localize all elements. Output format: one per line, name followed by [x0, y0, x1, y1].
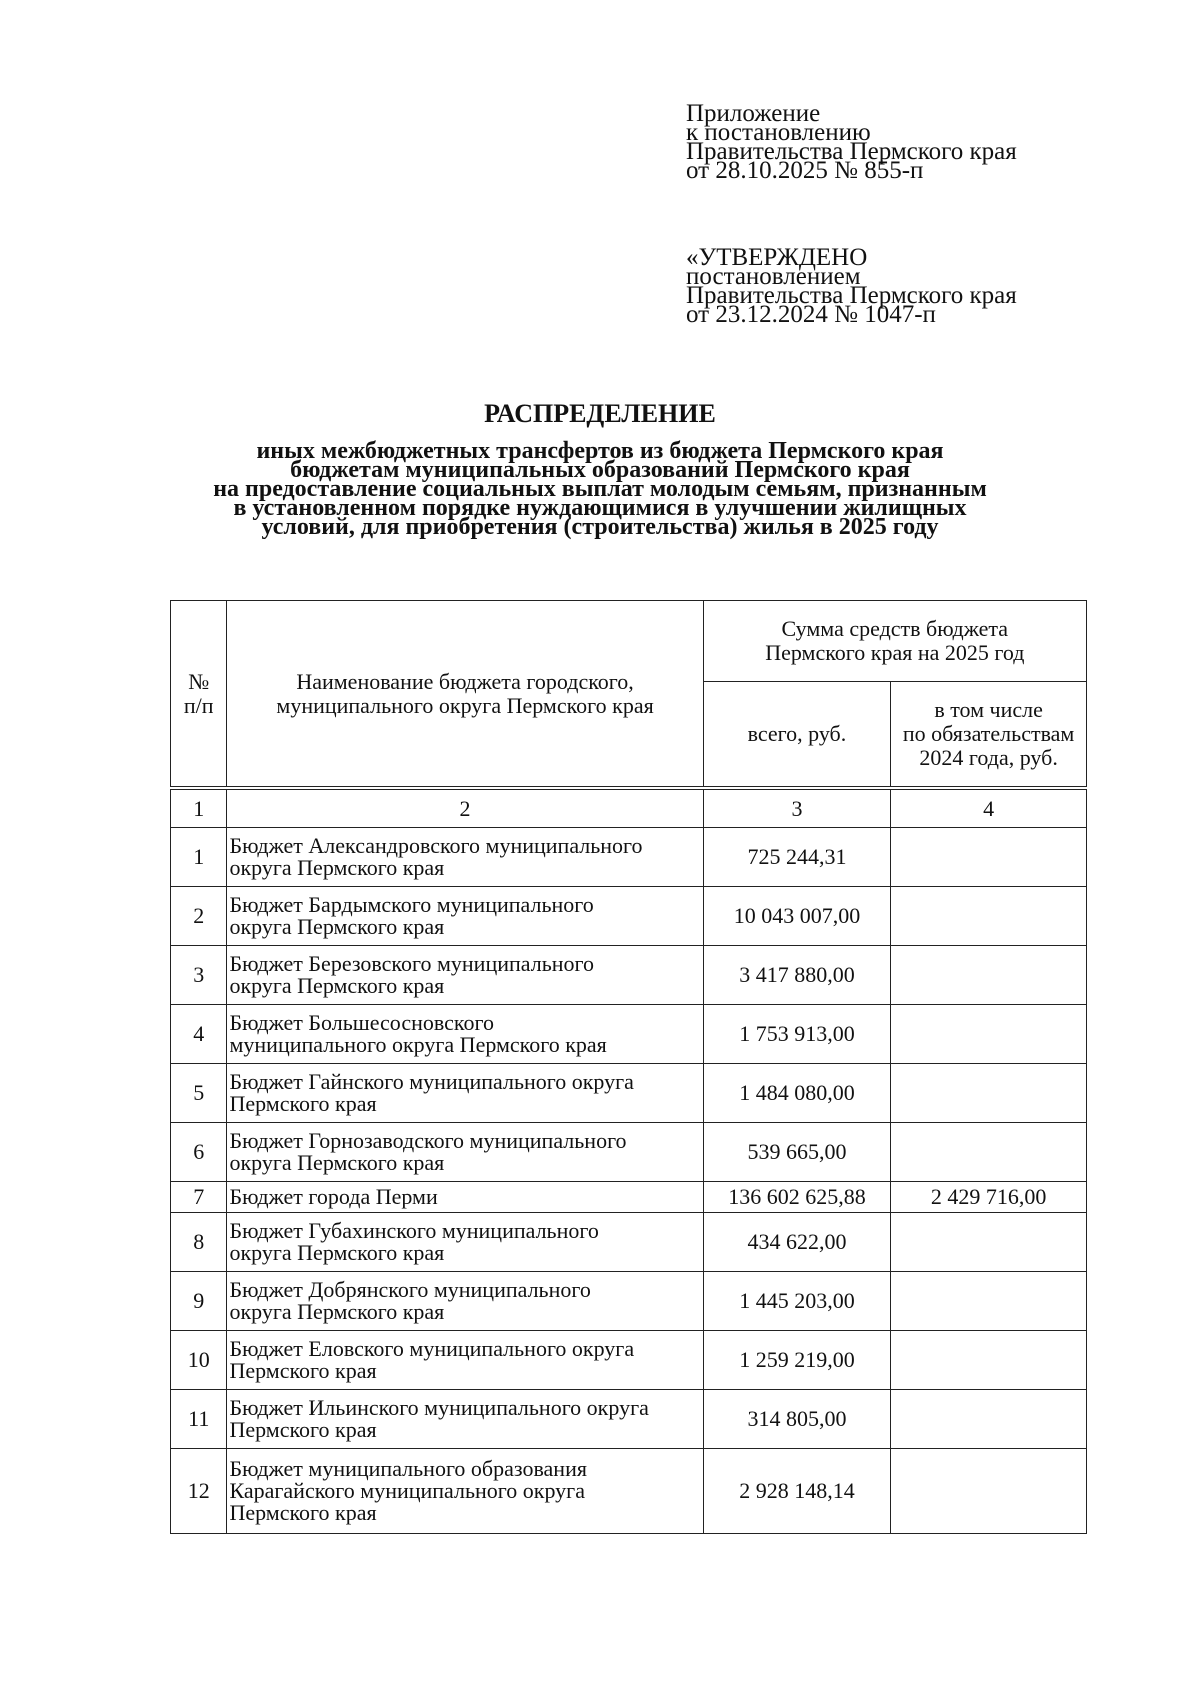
obligations-amount [891, 1064, 1087, 1123]
table-row [171, 1182, 1087, 1213]
appendix-block [686, 100, 1017, 184]
budget-name-line: Бюджет Губахинского муниципального [229, 1218, 599, 1243]
row-number: 3 [171, 946, 227, 1005]
appendix-line: от 28.10.2025 № 855-п [686, 157, 924, 184]
table-header [171, 601, 1087, 789]
obligations-amount [891, 1449, 1087, 1534]
appendix-line: Приложение [686, 100, 821, 127]
budget-name-line: Пермского края [229, 1091, 377, 1116]
obligations-amount [891, 1331, 1087, 1390]
budget-name [227, 1123, 703, 1182]
budget-name-line: Бюджет Бардымского муниципального [229, 892, 594, 917]
header-oblig-line: по обязательствам [902, 721, 1075, 746]
row-number: 12 [171, 1449, 227, 1534]
header-name-line: муниципального округа Пермского края [276, 692, 654, 718]
obligations-amount [891, 1123, 1087, 1182]
row-number: 10 [171, 1331, 227, 1390]
budget-name [227, 887, 703, 946]
appendix-line: Правительства Пермского края [686, 138, 1017, 165]
obligations-amount [891, 1005, 1087, 1064]
row-number: 6 [171, 1123, 227, 1182]
row-number: 1 [171, 828, 227, 887]
budget-name-line: Бюджет Большесосновского [229, 1010, 494, 1035]
subtitle-line: условий, для приобретения (строительства) жилья в 2025 году [261, 514, 939, 540]
table-row [171, 1331, 1087, 1390]
budget-name [227, 1005, 703, 1064]
header-number [171, 601, 227, 789]
budget-name-line: Бюджет Добрянского муниципального [229, 1277, 591, 1302]
budget-name [227, 1331, 703, 1390]
budget-name [227, 946, 703, 1005]
total-amount: 1 259 219,00 [703, 1331, 891, 1390]
budget-name [227, 1390, 703, 1449]
budget-name [227, 1064, 703, 1123]
column-index-cell: 4 [891, 788, 1087, 828]
approved-line: постановлением [686, 263, 861, 290]
budget-name-line: муниципального округа Пермского края [229, 1032, 607, 1057]
total-amount: 136 602 625,88 [703, 1182, 891, 1213]
table-row [171, 1213, 1087, 1272]
table-row [171, 946, 1087, 1005]
header-budget-name [227, 601, 703, 789]
budget-name-line: Бюджет Горнозаводского муниципального [229, 1128, 627, 1153]
budget-name [227, 1449, 703, 1534]
total-amount: 1 753 913,00 [703, 1005, 891, 1064]
budget-name-line: округа Пермского края [229, 1240, 445, 1265]
obligations-amount: 2 429 716,00 [891, 1182, 1087, 1213]
budget-name-line: округа Пермского края [229, 855, 445, 880]
budget-name-line: Пермского края [229, 1500, 377, 1525]
header-number-line: п/п [183, 692, 214, 718]
table-row [171, 1123, 1087, 1182]
header-number-line: № [188, 668, 210, 694]
budget-name-line: Бюджет Березовского муниципального [229, 951, 594, 976]
subtitle-line: иных межбюджетных трансфертов из бюджета Пермского края [256, 438, 944, 464]
budget-name [227, 1182, 703, 1213]
approved-line: «УТВЕРЖДЕНО [686, 244, 868, 271]
total-amount: 10 043 007,00 [703, 887, 891, 946]
budget-name-line: Бюджет Гайнского муниципального округа [229, 1069, 634, 1094]
obligations-amount [891, 1390, 1087, 1449]
budget-name-line: Бюджет Ильинского муниципального округа [229, 1395, 649, 1420]
obligations-amount [891, 1213, 1087, 1272]
document-title: РАСПРЕДЕЛЕНИЕ [484, 399, 716, 428]
total-amount: 314 805,00 [703, 1390, 891, 1449]
budget-name-line: Карагайского муниципального округа [229, 1478, 585, 1503]
budget-name-line: округа Пермского края [229, 973, 445, 998]
approved-line: Правительства Пермского края [686, 282, 1017, 309]
appendix-line: к постановлению [686, 119, 871, 146]
distribution-table [170, 600, 1087, 1534]
table-row [171, 887, 1087, 946]
table-row [171, 1390, 1087, 1449]
approved-block [686, 244, 1017, 328]
column-index-cell: 3 [703, 788, 891, 828]
obligations-amount [891, 828, 1087, 887]
budget-name-line: округа Пермского края [229, 1150, 445, 1175]
obligations-amount [891, 1272, 1087, 1331]
table-row [171, 1064, 1087, 1123]
header-sum-line: Пермского края на 2025 год [765, 640, 1025, 665]
header-sum-line: Сумма средств бюджета [781, 616, 1009, 641]
budget-name [227, 1272, 703, 1331]
budget-name-line: Бюджет муниципального образования [229, 1456, 587, 1481]
row-number: 11 [171, 1390, 227, 1449]
subtitle-line: на предоставление социальных выплат молодым семьям, признанным [213, 476, 987, 502]
total-amount: 2 928 148,14 [703, 1449, 891, 1534]
obligations-amount [891, 887, 1087, 946]
budget-name-line: округа Пермского края [229, 914, 445, 939]
row-number: 9 [171, 1272, 227, 1331]
header-total: всего, руб. [703, 682, 891, 789]
budget-name-line: Пермского края [229, 1358, 377, 1383]
budget-name-line: Бюджет Александровского муниципального [229, 833, 643, 858]
budget-name [227, 1213, 703, 1272]
row-number: 7 [171, 1182, 227, 1213]
budget-name-line: Бюджет города Перми [229, 1184, 438, 1209]
total-amount: 1 445 203,00 [703, 1272, 891, 1331]
total-amount: 725 244,31 [703, 828, 891, 887]
row-number: 4 [171, 1005, 227, 1064]
column-index-cell: 1 [171, 788, 227, 828]
header-name-line: Наименование бюджета городского, [296, 668, 634, 694]
column-index-row [171, 788, 1087, 828]
table-row [171, 1272, 1087, 1331]
total-amount: 539 665,00 [703, 1123, 891, 1182]
header-obligations [891, 682, 1087, 789]
header-oblig-line: в том числе [934, 697, 1043, 722]
row-number: 8 [171, 1213, 227, 1272]
row-number: 5 [171, 1064, 227, 1123]
table-row [171, 1449, 1087, 1534]
subtitle-line: бюджетам муниципальных образований Пермского края [290, 457, 910, 483]
subtitle-line: в установленном порядке нуждающимися в улучшении жилищных [233, 495, 967, 521]
table-row [171, 828, 1087, 887]
budget-name [227, 828, 703, 887]
budget-name-line: Бюджет Еловского муниципального округа [229, 1336, 635, 1361]
header-oblig-line: 2024 года, руб. [919, 745, 1058, 770]
total-amount: 3 417 880,00 [703, 946, 891, 1005]
table-body [171, 788, 1087, 1534]
column-index-cell: 2 [227, 788, 703, 828]
budget-name-line: Пермского края [229, 1417, 377, 1442]
document-subtitle [150, 438, 1050, 540]
obligations-amount [891, 946, 1087, 1005]
total-amount: 1 484 080,00 [703, 1064, 891, 1123]
table-row [171, 1005, 1087, 1064]
total-amount: 434 622,00 [703, 1213, 891, 1272]
approved-line: от 23.12.2024 № 1047-п [686, 301, 936, 328]
budget-name-line: округа Пермского края [229, 1299, 445, 1324]
row-number: 2 [171, 887, 227, 946]
header-sum [703, 601, 1086, 682]
